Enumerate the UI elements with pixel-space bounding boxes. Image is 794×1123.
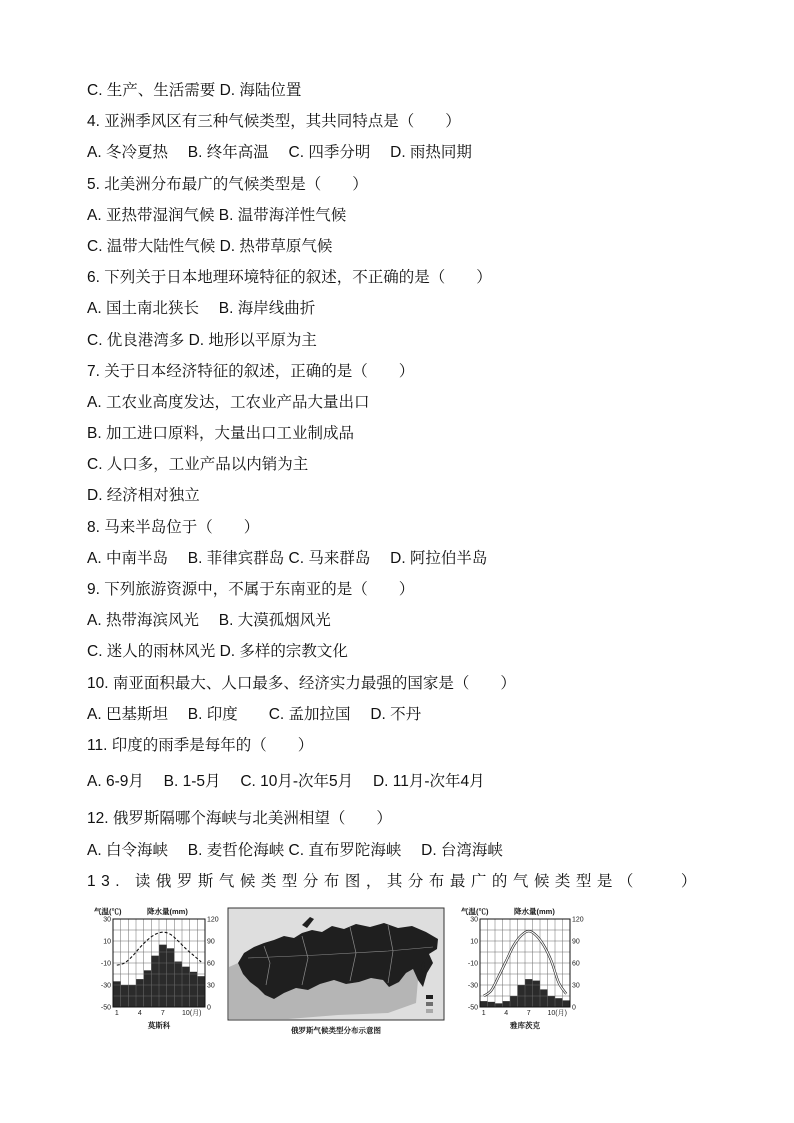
question-8-stem: 8. 马来半岛位于（ ） — [87, 518, 260, 536]
right-chart-precipitation-bar-month-2 — [488, 1002, 496, 1007]
right-chart-precipitation-tick-label: 0 — [572, 1004, 576, 1012]
left-chart-month-tick-label: 7 — [160, 1010, 165, 1017]
right-chart-precipitation-bar-month-12 — [563, 1000, 571, 1007]
left-chart-temperature-tick-label: -30 — [100, 982, 111, 990]
right-chart-precipitation-bar-month-1 — [480, 1001, 488, 1007]
left-chart-precipitation-tick-label: 30 — [207, 982, 215, 990]
right-chart-precipitation-tick-label: 30 — [572, 982, 580, 990]
question-11-stem: 11. 印度的雨季是每年的（ ） — [87, 736, 314, 754]
right-chart-precipitation-bar-month-4 — [503, 1001, 511, 1007]
right-chart-precipitation-bar-month-8 — [533, 981, 541, 1007]
question-3-options-continued: C. 生产、生活需要 D. 海陆位置 — [87, 82, 302, 99]
right-chart-temperature-tick-label: -10 — [467, 960, 478, 968]
right-chart-precipitation-tick-label: 90 — [572, 938, 580, 946]
map-caption: 俄罗斯气候类型分布示意图 — [291, 1026, 381, 1035]
right-chart-precipitation-axis-label: 降水量(mm) — [514, 907, 555, 916]
left-chart-precipitation-tick-label: 60 — [207, 960, 215, 968]
left-chart-temperature-axis-label: 气温(℃) — [94, 907, 122, 916]
question-7-option-c: C. 人口多，工业产品以内销为主 — [87, 456, 309, 474]
right-chart-precipitation-bar-month-9 — [540, 989, 548, 1007]
left-chart-temperature-tick-label: 30 — [103, 916, 111, 924]
russia-climate-figure — [88, 903, 588, 1038]
question-4-options: A. 冬冷夏热 B. 终年高温 C. 四季分明 D. 雨热同期 — [87, 144, 472, 162]
left-chart-precipitation-bar-month-7 — [159, 945, 167, 1007]
left-chart — [94, 906, 219, 1030]
question-10-stem: 10. 南亚面积最大、人口最多、经济实力最强的国家是（ ） — [87, 674, 516, 692]
left-chart-temperature-tick-label: 10 — [103, 938, 111, 946]
question-7-option-b: B. 加工进口原料，大量出口工业制成品 — [87, 425, 354, 443]
right-chart — [461, 906, 584, 1030]
question-13-stem: 13. 读俄罗斯气候类型分布图，其分布最广的气候类型是（ ） — [87, 872, 702, 890]
question-8-options: A. 中南半岛 B. 菲律宾群岛 C. 马来群岛 D. 阿拉伯半岛 — [87, 549, 488, 567]
left-chart-precipitation-tick-label: 90 — [207, 938, 215, 946]
left-chart-precipitation-tick-label: 120 — [207, 916, 219, 924]
question-4-stem: 4. 亚洲季风区有三种气候类型，其共同特点是（ ） — [87, 113, 461, 131]
right-chart-temperature-tick-label: -30 — [467, 982, 478, 990]
right-chart-month-tick-label: 10(月) — [547, 1010, 567, 1017]
right-chart-precipitation-bar-month-11 — [555, 998, 563, 1007]
right-chart-precipitation-bar-month-10 — [548, 996, 556, 1007]
question-12-options: A. 白令海峡 B. 麦哲伦海峡 C. 直布罗陀海峡 D. 台湾海峡 — [87, 841, 503, 859]
question-12-stem: 12. 俄罗斯隔哪个海峡与北美洲相望（ ） — [87, 810, 392, 828]
left-chart-precipitation-bar-month-8 — [167, 948, 175, 1007]
question-6-options-line-1: A. 国土南北狭长 B. 海岸线曲折 — [87, 300, 316, 318]
russia-climate-map — [228, 908, 444, 1035]
right-chart-precipitation-tick-label: 60 — [572, 960, 580, 968]
right-chart-month-tick-label: 4 — [504, 1010, 509, 1017]
right-chart-temperature-tick-label: 10 — [470, 938, 478, 946]
left-chart-precipitation-tick-label: 0 — [207, 1004, 211, 1012]
left-chart-temperature-tick-label: -10 — [100, 960, 111, 968]
question-9-options-line-1: A. 热带海滨风光 B. 大漠孤烟风光 — [87, 612, 331, 630]
left-chart-temperature-tick-label: -50 — [100, 1004, 111, 1012]
legend-swatch — [426, 1009, 433, 1013]
question-5-options-line-2: C. 温带大陆性气候 D. 热带草原气候 — [87, 237, 333, 255]
left-chart-precipitation-bar-month-5 — [144, 970, 152, 1007]
right-chart-caption: 雅库茨克 — [510, 1021, 540, 1030]
question-9-stem: 9. 下列旅游资源中，不属于东南亚的是（ ） — [87, 581, 415, 598]
question-7-option-d: D. 经济相对独立 — [87, 487, 200, 505]
question-6-stem: 6. 下列关于日本地理环境特征的叙述，不正确的是（ ） — [87, 269, 492, 287]
right-chart-month-tick-label: 1 — [481, 1010, 486, 1017]
left-chart-month-tick-label: 4 — [137, 1010, 142, 1017]
left-chart-caption: 莫斯科 — [147, 1021, 171, 1030]
right-chart-temperature-axis-label: 气温(℃) — [461, 907, 489, 916]
left-chart-precipitation-axis-label: 降水量(mm) — [147, 907, 188, 916]
left-chart-month-tick-label: 10(月) — [182, 1010, 202, 1017]
legend-swatch — [426, 995, 433, 999]
question-9-options-line-2: C. 迷人的雨林风光 D. 多样的宗教文化 — [87, 643, 348, 661]
question-5-stem: 5. 北美洲分布最广的气候类型是（ ） — [87, 175, 368, 193]
question-list — [87, 75, 747, 897]
question-7-stem: 7. 关于日本经济特征的叙述，正确的是（ ） — [87, 362, 415, 380]
right-chart-temperature-tick-label: 30 — [470, 916, 478, 924]
question-11-options: A. 6-9月 B. 1-5月 C. 10月-次年5月 D. 11月-次年4月 — [87, 773, 485, 791]
left-chart-precipitation-bar-month-12 — [197, 976, 205, 1007]
right-chart-temperature-tick-label: -50 — [467, 1004, 478, 1012]
question-7-option-a: A. 工农业高度发达，工农业产品大量出口 — [87, 393, 370, 411]
left-chart-precipitation-bar-month-10 — [182, 967, 190, 1007]
question-5-options-line-1: A. 亚热带湿润气候 B. 温带海洋性气候 — [87, 206, 347, 224]
right-chart-precipitation-bar-month-3 — [495, 1003, 503, 1007]
legend-swatch — [426, 1002, 433, 1006]
right-chart-precipitation-bar-month-7 — [525, 979, 533, 1007]
right-chart-precipitation-tick-label: 120 — [572, 916, 584, 924]
right-chart-precipitation-bar-month-5 — [510, 996, 518, 1007]
left-chart-precipitation-bar-month-4 — [136, 979, 144, 1007]
left-chart-month-tick-label: 1 — [114, 1010, 119, 1017]
left-chart-precipitation-bar-month-11 — [190, 972, 198, 1007]
question-6-options-line-2: C. 优良港湾多 D. 地形以平原为主 — [87, 331, 317, 349]
right-chart-month-tick-label: 7 — [526, 1010, 531, 1017]
left-chart-precipitation-bar-month-6 — [151, 956, 159, 1007]
question-10-options: A. 巴基斯坦 B. 印度 C. 孟加拉国 D. 不丹 — [87, 705, 422, 723]
left-chart-precipitation-bar-month-9 — [174, 962, 182, 1007]
